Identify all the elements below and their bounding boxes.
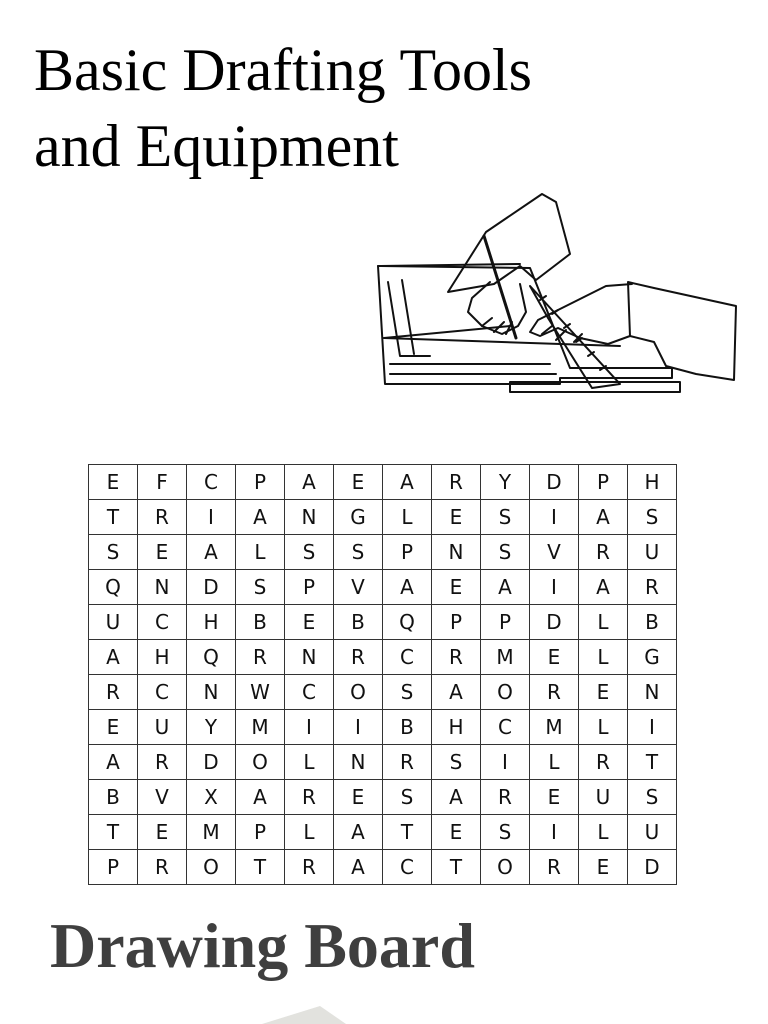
grid-cell: P: [383, 535, 432, 570]
section-heading: Drawing Board: [50, 910, 475, 981]
grid-cell: L: [579, 640, 628, 675]
grid-cell: C: [187, 465, 236, 500]
grid-cell: B: [89, 780, 138, 815]
grid-cell: R: [579, 745, 628, 780]
grid-cell: Q: [187, 640, 236, 675]
grid-cell: I: [530, 570, 579, 605]
grid-cell: A: [481, 570, 530, 605]
grid-cell: U: [138, 710, 187, 745]
grid-cell: L: [285, 745, 334, 780]
grid-cell: P: [236, 815, 285, 850]
grid-cell: E: [579, 850, 628, 885]
grid-cell: L: [579, 710, 628, 745]
grid-cell: E: [334, 465, 383, 500]
grid-cell: C: [138, 675, 187, 710]
grid-cell: S: [481, 535, 530, 570]
grid-cell: E: [138, 815, 187, 850]
grid-cell: R: [89, 675, 138, 710]
grid-row: [89, 780, 677, 815]
left-hand: [448, 194, 570, 338]
grid-cell: N: [138, 570, 187, 605]
grid-cell: P: [579, 465, 628, 500]
title-line-1: Basic Drafting Tools: [34, 37, 532, 103]
grid-row: [89, 710, 677, 745]
grid-cell: N: [334, 745, 383, 780]
grid-cell: E: [89, 710, 138, 745]
grid-cell: P: [89, 850, 138, 885]
grid-cell: S: [89, 535, 138, 570]
grid-cell: Y: [481, 465, 530, 500]
grid-row: [89, 850, 677, 885]
right-hand: [530, 282, 736, 380]
grid-cell: M: [530, 710, 579, 745]
grid-cell: P: [432, 605, 481, 640]
grid-cell: Y: [187, 710, 236, 745]
grid-cell: B: [334, 605, 383, 640]
grid-cell: H: [628, 465, 677, 500]
grid-cell: R: [628, 570, 677, 605]
grid-cell: S: [383, 675, 432, 710]
grid-cell: V: [334, 570, 383, 605]
grid-cell: R: [138, 850, 187, 885]
grid-cell: U: [579, 780, 628, 815]
grid-cell: C: [285, 675, 334, 710]
grid-cell: P: [285, 570, 334, 605]
grid-cell: R: [481, 780, 530, 815]
grid-cell: G: [628, 640, 677, 675]
grid-cell: R: [530, 675, 579, 710]
grid-cell: A: [579, 570, 628, 605]
grid-cell: R: [138, 745, 187, 780]
grid-cell: I: [285, 710, 334, 745]
grid-cell: D: [187, 745, 236, 780]
grid-cell: I: [187, 500, 236, 535]
grid-cell: Q: [89, 570, 138, 605]
grid-cell: T: [628, 745, 677, 780]
grid-cell: I: [628, 710, 677, 745]
grid-row: [89, 535, 677, 570]
grid-cell: F: [138, 465, 187, 500]
grid-cell: N: [187, 675, 236, 710]
word-search-grid: [88, 464, 677, 885]
grid-cell: G: [334, 500, 383, 535]
grid-cell: B: [236, 605, 285, 640]
grid-cell: L: [579, 605, 628, 640]
grid-cell: R: [579, 535, 628, 570]
grid-cell: M: [187, 815, 236, 850]
grid-cell: W: [236, 675, 285, 710]
grid-cell: E: [530, 780, 579, 815]
grid-cell: A: [236, 500, 285, 535]
grid-cell: B: [628, 605, 677, 640]
grid-cell: E: [334, 780, 383, 815]
grid-cell: O: [481, 675, 530, 710]
grid-cell: T: [432, 850, 481, 885]
grid-cell: L: [236, 535, 285, 570]
grid-cell: C: [383, 850, 432, 885]
grid-cell: S: [383, 780, 432, 815]
grid-row: [89, 500, 677, 535]
grid-cell: E: [579, 675, 628, 710]
grid-row: [89, 465, 677, 500]
grid-cell: H: [187, 605, 236, 640]
grid-row: [89, 570, 677, 605]
grid-cell: T: [89, 815, 138, 850]
grid-cell: R: [432, 640, 481, 675]
grid-cell: U: [89, 605, 138, 640]
grid-cell: O: [236, 745, 285, 780]
grid-cell: L: [285, 815, 334, 850]
grid-cell: H: [432, 710, 481, 745]
next-page-drawing-board-corner: [262, 1006, 346, 1024]
grid-cell: R: [285, 850, 334, 885]
grid-cell: E: [285, 605, 334, 640]
grid-cell: S: [628, 500, 677, 535]
grid-cell: R: [530, 850, 579, 885]
grid-cell: A: [89, 640, 138, 675]
grid-cell: T: [383, 815, 432, 850]
grid-cell: O: [334, 675, 383, 710]
grid-cell: A: [334, 850, 383, 885]
grid-cell: E: [530, 640, 579, 675]
grid-cell: A: [285, 465, 334, 500]
grid-cell: R: [432, 465, 481, 500]
grid-row: [89, 640, 677, 675]
grid-cell: S: [285, 535, 334, 570]
grid-cell: S: [481, 500, 530, 535]
title-line-2: and Equipment: [34, 113, 399, 179]
grid-cell: D: [530, 605, 579, 640]
grid-cell: M: [236, 710, 285, 745]
grid-cell: I: [481, 745, 530, 780]
grid-cell: N: [285, 500, 334, 535]
grid-cell: R: [138, 500, 187, 535]
grid-row: [89, 815, 677, 850]
grid-cell: D: [187, 570, 236, 605]
grid-cell: A: [334, 815, 383, 850]
grid-cell: U: [628, 815, 677, 850]
grid-cell: A: [89, 745, 138, 780]
grid-cell: O: [481, 850, 530, 885]
drafting-illustration: [370, 188, 742, 400]
grid-cell: H: [138, 640, 187, 675]
grid-cell: P: [481, 605, 530, 640]
grid-cell: C: [481, 710, 530, 745]
grid-cell: I: [530, 500, 579, 535]
grid-cell: L: [579, 815, 628, 850]
grid-cell: L: [383, 500, 432, 535]
grid-cell: R: [334, 640, 383, 675]
grid-cell: X: [187, 780, 236, 815]
grid-cell: V: [530, 535, 579, 570]
grid-row: [89, 675, 677, 710]
page-title: [34, 32, 532, 184]
grid-cell: A: [187, 535, 236, 570]
grid-cell: E: [432, 570, 481, 605]
grid-cell: S: [481, 815, 530, 850]
grid-cell: A: [236, 780, 285, 815]
grid-cell: P: [236, 465, 285, 500]
grid-cell: B: [383, 710, 432, 745]
grid-cell: S: [236, 570, 285, 605]
grid-cell: O: [187, 850, 236, 885]
grid-cell: A: [383, 465, 432, 500]
grid-cell: Q: [383, 605, 432, 640]
grid-cell: R: [285, 780, 334, 815]
grid-cell: S: [628, 780, 677, 815]
grid-cell: C: [383, 640, 432, 675]
grid-cell: U: [628, 535, 677, 570]
grid-cell: I: [334, 710, 383, 745]
grid-cell: E: [138, 535, 187, 570]
grid-cell: N: [628, 675, 677, 710]
grid-cell: R: [383, 745, 432, 780]
grid-cell: A: [579, 500, 628, 535]
grid-cell: T: [89, 500, 138, 535]
grid-cell: N: [432, 535, 481, 570]
grid-cell: E: [432, 500, 481, 535]
grid-cell: D: [628, 850, 677, 885]
grid-cell: I: [530, 815, 579, 850]
grid-cell: D: [530, 465, 579, 500]
grid-cell: E: [89, 465, 138, 500]
grid-cell: A: [432, 675, 481, 710]
grid-cell: A: [383, 570, 432, 605]
grid-cell: L: [530, 745, 579, 780]
grid-row: [89, 745, 677, 780]
word-search-puzzle: [88, 464, 678, 879]
t-square: [384, 326, 680, 392]
grid-cell: E: [432, 815, 481, 850]
grid-cell: M: [481, 640, 530, 675]
grid-cell: N: [285, 640, 334, 675]
grid-cell: S: [432, 745, 481, 780]
grid-row: [89, 605, 677, 640]
grid-cell: A: [432, 780, 481, 815]
grid-cell: S: [334, 535, 383, 570]
grid-cell: R: [236, 640, 285, 675]
grid-cell: C: [138, 605, 187, 640]
grid-cell: V: [138, 780, 187, 815]
grid-cell: T: [236, 850, 285, 885]
